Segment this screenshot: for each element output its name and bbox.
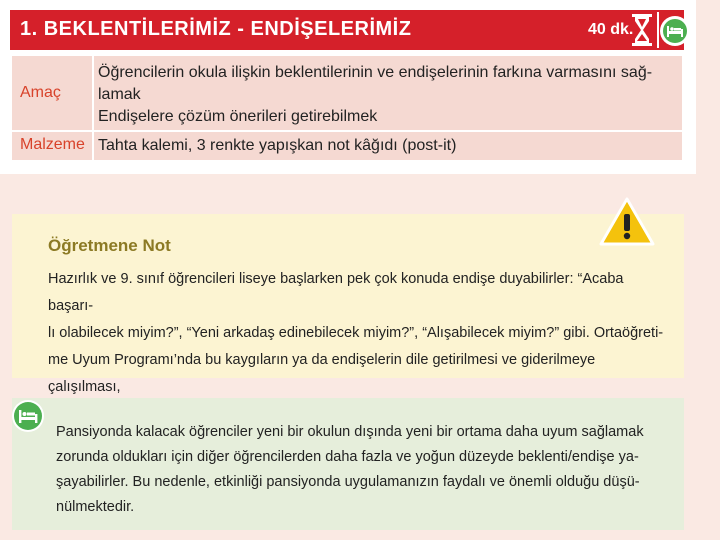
materials-row [12, 132, 682, 160]
header-divider [657, 12, 659, 48]
teacher-note-title: Öğretmene Not [48, 236, 171, 255]
hourglass-icon [629, 12, 655, 48]
activity-info-table [12, 56, 682, 160]
boarding-note-line-2: zorunda oldukları için diğer öğrencilerden daha fazla ve yoğun düzeyde beklenti/endişe ya- [56, 449, 639, 465]
warning-icon [598, 196, 656, 248]
boarding-note-line-1: Pansiyonda kalacak öğrenciler yeni bir okulun dışında yeni bir ortama daha uyum sağlamak [56, 424, 644, 440]
activity-header [10, 10, 684, 50]
boarding-note-line-4: nülmektedir. [56, 499, 135, 515]
boarding-note-line-3: şayabilirler. Bu nedenle, etkinliği pansiyonda uygulamanızın faydalı ve önemli olduğu düşü- [56, 474, 640, 490]
teacher-note-line-3: me Uyum Programı’nda bu kaygıların ya da endişelerin dile getirilmesi ve giderilmeye çalışılması, [48, 352, 596, 395]
materials-label: Malzeme [20, 136, 85, 153]
boarding-note-text [56, 420, 672, 520]
duration-label: 40 dk. [588, 21, 634, 38]
aim-line-1: Öğrencilerin okula ilişkin beklentilerinin ve endişelerinin farkına varmasını sağ- [98, 64, 653, 81]
aim-label: Amaç [20, 84, 61, 101]
aim-row [12, 56, 682, 130]
bed-badge [660, 16, 690, 46]
aim-line-2: lamak [98, 86, 141, 103]
activity-title: 1. BEKLENTİLERİMİZ - ENDİŞELERİMİZ [20, 18, 412, 40]
bed-icon [660, 16, 690, 46]
aim-line-3: Endişelere çözüm önerileri getirebilmek [98, 108, 378, 125]
activity-card [0, 0, 696, 174]
aim-value [98, 62, 678, 128]
teacher-note-line-2: lı olabilecek miyim?”, “Yeni arkadaş edinebilecek miyim?”, “Alışabilecek miyim?” gibi. Ortaöğreti- [48, 325, 664, 341]
materials-value: Tahta kalemi, 3 renkte yapışkan not kâğıdı (post-it) [98, 137, 457, 154]
teacher-note-line-1: Hazırlık ve 9. sınıf öğrencileri liseye başlarken pek çok konuda endişe duyabilirler: “Acaba başarı- [48, 271, 624, 314]
boarding-note [12, 398, 684, 530]
teacher-note [12, 214, 684, 395]
bed-icon [11, 399, 45, 433]
